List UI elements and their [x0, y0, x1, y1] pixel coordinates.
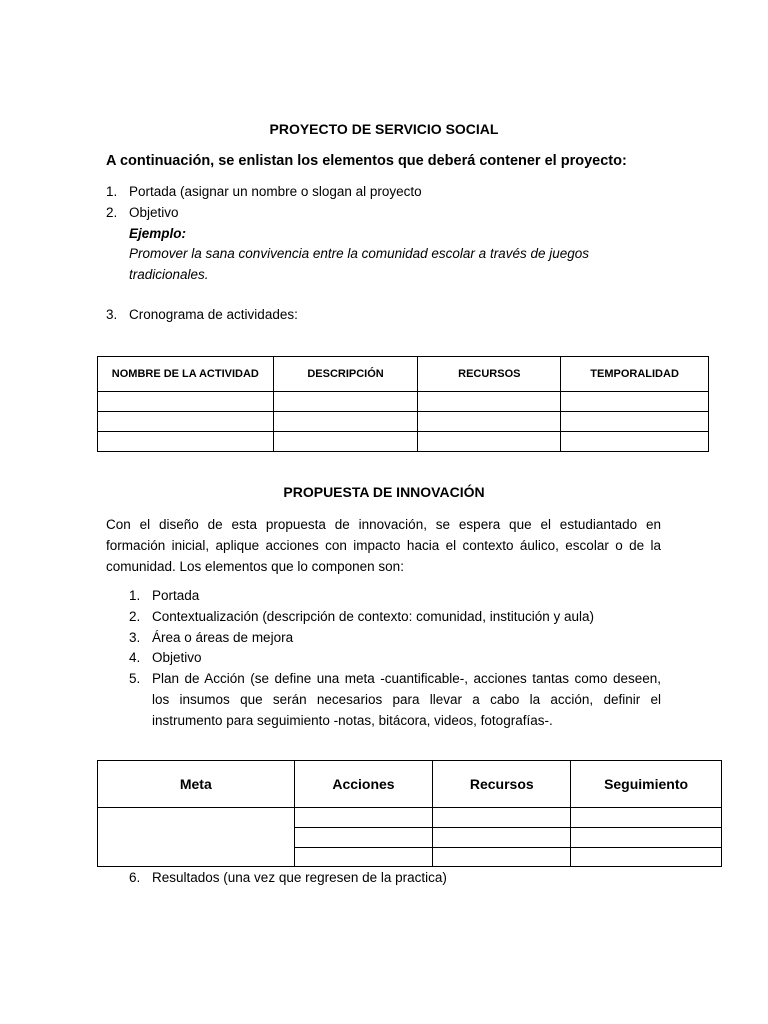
table-cell[interactable]: [98, 392, 274, 412]
table-cell[interactable]: [273, 412, 418, 432]
intro-line: formación inicial, aplique acciones con impacto hacia el contexto áulico, escolar o de la: [106, 537, 661, 553]
table-header-cell: Meta: [98, 761, 295, 808]
table-row: [98, 412, 709, 432]
table-header-cell: TEMPORALIDAD: [561, 357, 709, 392]
activities-table: [97, 356, 709, 452]
item5-line: instrumento para seguimiento -notas, bitácora, videos, fotografías-.: [152, 712, 553, 728]
section1-list: [106, 182, 666, 286]
item5-line: los insumos que serán necesarios para llevar a cabo la acción, definir el: [152, 691, 661, 707]
list-item: 1. Portada (asignar un nombre o slogan al proyecto: [106, 184, 422, 199]
table-row: [98, 432, 709, 452]
table-cell[interactable]: [433, 848, 571, 867]
table-cell[interactable]: [294, 828, 433, 848]
intro-line: Con el diseño de esta propuesta de innovación, se espera que el estudiantado en: [106, 517, 661, 532]
table-cell[interactable]: [418, 392, 561, 412]
table-cell[interactable]: [571, 848, 722, 867]
table-row: [98, 808, 722, 828]
table-cell[interactable]: [418, 412, 561, 432]
section2-title: PROPUESTA DE INNOVACIÓN: [283, 484, 485, 500]
table-header-cell: Seguimiento: [571, 761, 722, 808]
table-header-cell: Recursos: [433, 761, 571, 808]
table-cell[interactable]: [98, 412, 274, 432]
table-header-row: [98, 357, 709, 392]
intro-line: comunidad. Los elementos que lo componen son:: [106, 558, 404, 574]
table-header-cell: Acciones: [294, 761, 433, 808]
list-item: 4. Objetivo: [129, 650, 202, 666]
table-cell[interactable]: [433, 808, 571, 828]
meta-cell[interactable]: [98, 808, 295, 867]
table-cell[interactable]: [561, 412, 709, 432]
section2-intro: [106, 515, 661, 577]
item5-line: Plan de Acción (se define una meta -cuantificable-, acciones tantas como deseen,: [152, 671, 661, 687]
list-item: 3. Área o áreas de mejora: [129, 629, 294, 645]
table-cell[interactable]: [273, 432, 418, 452]
table-header-cell: RECURSOS: [418, 357, 561, 392]
section2-list: [129, 586, 661, 732]
table-header-cell: DESCRIPCIÓN: [273, 357, 418, 392]
table-cell[interactable]: [571, 808, 722, 828]
table-cell[interactable]: [273, 392, 418, 412]
example-text-line-2: tradicionales.: [129, 267, 209, 283]
table-cell[interactable]: [433, 828, 571, 848]
table-cell[interactable]: [561, 432, 709, 452]
table-cell[interactable]: [294, 808, 433, 828]
list-item: 2. Objetivo: [106, 204, 179, 220]
table-cell[interactable]: [294, 848, 433, 867]
example-text-line-1: Promover la sana convivencia entre la comunidad escolar a través de juegos: [129, 246, 590, 262]
section1-item3: [106, 305, 666, 326]
table-cell[interactable]: [561, 392, 709, 412]
list-item: 5. Plan de Acción (se define una meta -cuantificable-, acciones tantas como deseen, los insumos que serán necesarios para llevar a cabo la acción, definir el instrumento para seguimiento -notas, bitácora, videos, fotografías-.: [129, 669, 661, 731]
section2-item6: [129, 868, 661, 889]
example-label: Ejemplo:: [129, 225, 187, 241]
section1-intro: A continuación, se enlistan los elementos que deberá contener el proyecto:: [106, 153, 627, 169]
list-item: 6. Resultados (una vez que regresen de la practica): [129, 870, 447, 885]
table-header-cell: NOMBRE DE LA ACTIVIDAD: [98, 357, 274, 392]
list-item: 3. Cronograma de actividades:: [106, 307, 298, 322]
table-header-row: [98, 761, 722, 808]
list-item: 1. Portada: [129, 588, 200, 603]
table-row: [98, 392, 709, 412]
table-cell[interactable]: [98, 432, 274, 452]
table-cell[interactable]: [418, 432, 561, 452]
action-plan-table: [97, 760, 722, 867]
list-item: 2. Contextualización (descripción de contexto: comunidad, institución y aula): [129, 608, 594, 624]
table-cell[interactable]: [571, 828, 722, 848]
section1-title: PROYECTO DE SERVICIO SOCIAL: [269, 121, 499, 137]
